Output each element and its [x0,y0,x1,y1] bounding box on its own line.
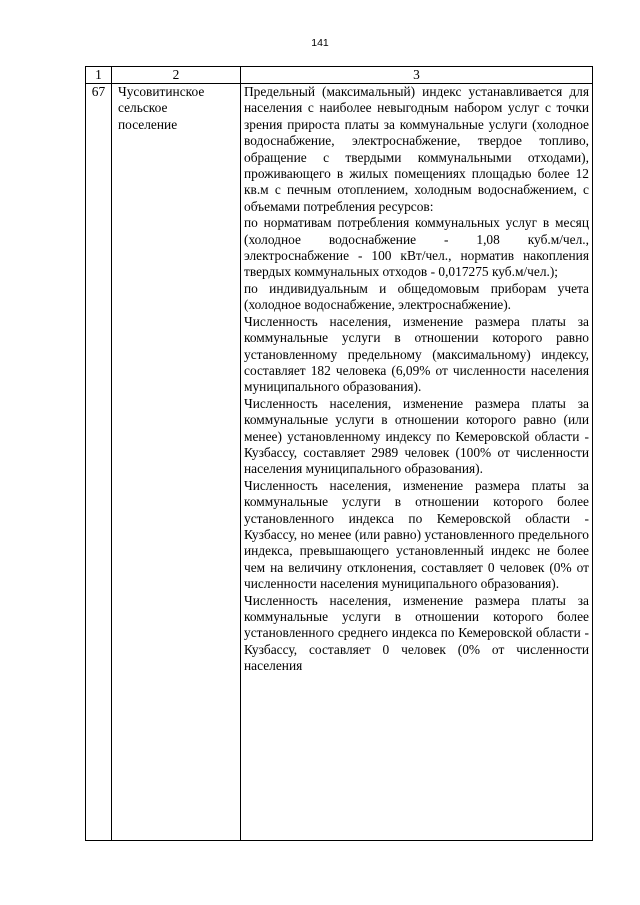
header-col-3: 3 [241,67,593,84]
paragraph: Численность населения, изменение размера платы за коммунальные услуги в отношении которого более установленного индекса по Кемеровской области - Кузбассу, но менее (или равно) установленного предельного индекса, превышающего установленный индекс не более чем на величину отклонения, составляет 0 человек (0% от численности населения муниципального образования). [244,477,589,592]
paragraph: Численность населения, изменение размера платы за коммунальные услуги в отношении которого равно (или менее) установленному индексу по Кемеровской области - Кузбассу, составляет 2989 человек (100% от численности населения муниципального образования). [244,395,589,477]
index-table [85,66,593,841]
index-description [241,84,593,841]
table-row [86,84,593,841]
paragraph: по нормативам потребления коммунальных услуг в месяц (холодное водоснабжение - 1,08 куб.м/чел., электроснабжение - 100 кВт/чел., норматив накопления твердых коммунальных отходов - 0,017275 куб.м/чел.); [244,215,589,280]
paragraph: Численность населения, изменение размера платы за коммунальные услуги в отношении которого более установленного среднего индекса по Кемеровской области - Кузбассу, составляет 0 человек (0% от численности населения [244,592,589,674]
page-number: 141 [311,37,329,49]
row-number: 67 [86,84,112,841]
paragraph: по индивидуальным и общедомовым приборам учета (холодное водоснабжение, электроснабжение). [244,280,589,313]
table-header-row [86,67,593,84]
paragraph: Численность населения, изменение размера платы за коммунальные услуги в отношении которого равно установленному предельному (максимальному) индексу, составляет 182 человека (6,09% от численности населения муниципального образования). [244,313,589,395]
header-col-2: 2 [112,67,241,84]
municipality-name: Чусовитинское сельское поселение [112,84,241,841]
header-col-1: 1 [86,67,112,84]
paragraph: Предельный (максимальный) индекс устанавливается для населения с наиболее невыгодным набором услуг с точки зрения прироста платы за коммунальные услуги (холодное водоснабжение, электроснабжение, твердое топливо, обращение с твердыми коммунальными отходами), проживающего в жилых помещениях площадью более 12 кв.м с печным отоплением, холодным водоснабжением, с объемами потребления ресурсов: [244,84,589,214]
